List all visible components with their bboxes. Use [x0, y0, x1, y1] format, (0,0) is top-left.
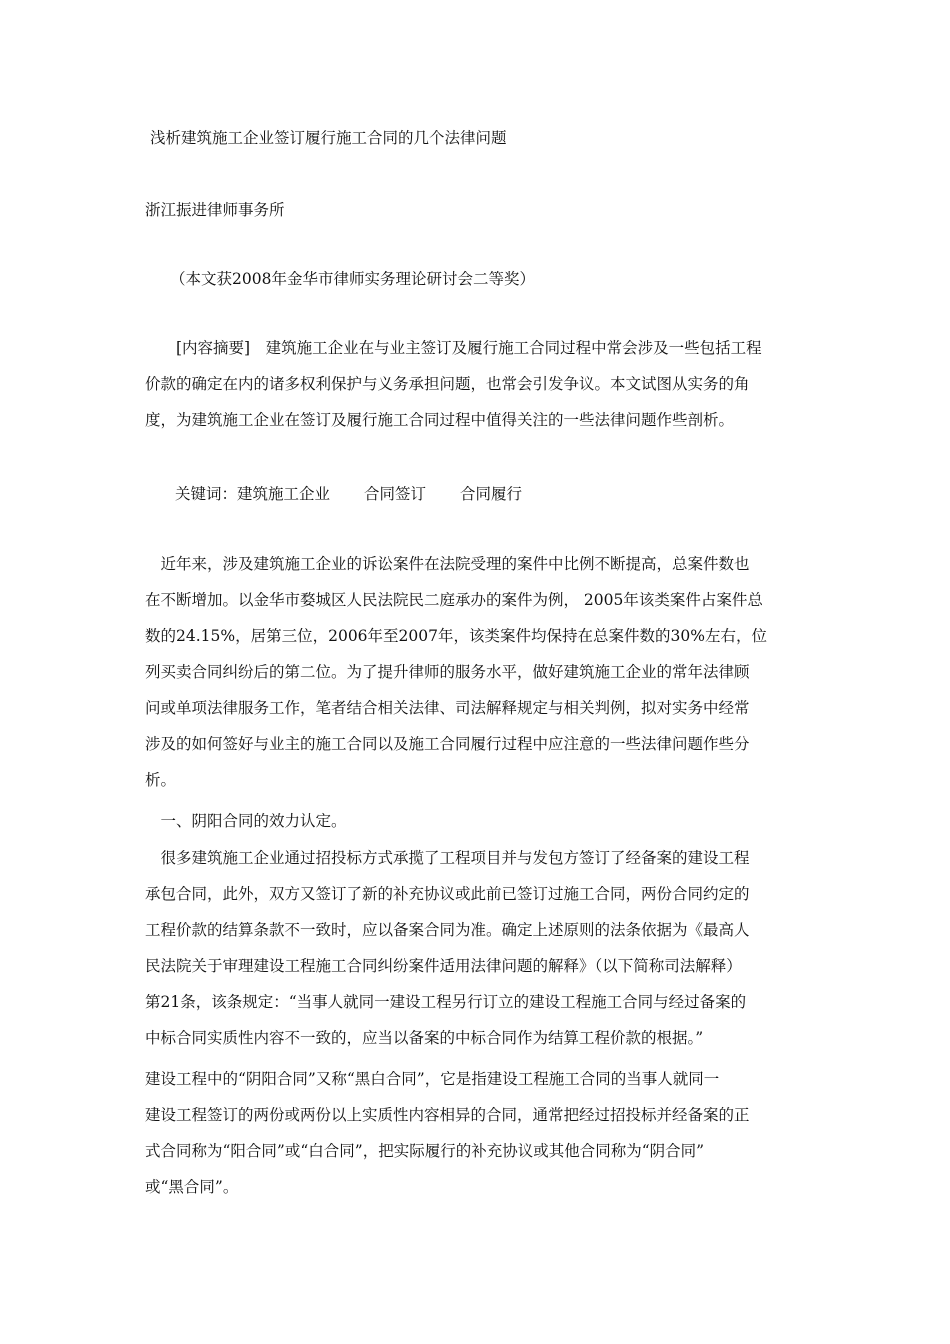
intro-line: 问或单项法律服务工作，笔者结合相关法律、司法解释规定与相关判例，拟对实务中经常	[145, 699, 750, 717]
section-heading: 一、阴阳合同的效力认定。	[145, 812, 347, 830]
award-note: （本文获2008年金华市律师实务理论研讨会二等奖）	[170, 270, 535, 288]
keyword: 合同履行	[460, 485, 523, 503]
intro-line: 近年来，涉及建筑施工企业的诉讼案件在法院受理的案件中比例不断提高，总案件数也	[145, 555, 750, 573]
section-line: 或“黑合同”。	[145, 1178, 239, 1196]
section-line: 式合同称为“阳合同”或“白合同”，把实际履行的补充协议或其他合同称为“阴合同”	[145, 1142, 705, 1160]
section-line: 很多建筑施工企业通过招投标方式承揽了工程项目并与发包方签订了经备案的建设工程	[145, 849, 750, 867]
intro-line: 数的24.15%，居第三位，2006年至2007年，该类案件均保持在总案件数的30%左右，位	[145, 627, 767, 645]
section-line: 第21条，该条规定：“当事人就同一建设工程另行订立的建设工程施工合同与经过备案的	[145, 993, 747, 1011]
law-firm-name: 浙江振进律师事务所	[145, 201, 285, 219]
intro-line: 涉及的如何签好与业主的施工合同以及施工合同履行过程中应注意的一些法律问题作些分	[145, 735, 750, 753]
abstract-line: 价款的确定在内的诸多权利保护与义务承担问题，也常会引发争议。本文试图从实务的角	[145, 375, 750, 393]
section-line: 承包合同，此外，双方又签订了新的补充协议或此前已签订过施工合同，两份合同约定的	[145, 885, 750, 903]
intro-line: 析。	[145, 771, 177, 789]
keyword: 建筑施工企业	[237, 485, 331, 503]
section-line: 民法院关于审理建设工程施工合同纠纷案件适用法律问题的解释》（以下简称司法解释）	[145, 957, 742, 975]
keywords-line	[175, 483, 845, 505]
intro-line: 在不断增加。以金华市婺城区人民法院民二庭承办的案件为例， 2005年该类案件占案件总	[145, 591, 763, 609]
keywords-label: 关键词：	[175, 485, 238, 503]
document-title: 浅析建筑施工企业签订履行施工合同的几个法律问题	[150, 129, 507, 147]
section-line: 工程价款的结算条款不一致时，应以备案合同为准。确定上述原则的法条依据为《最高人	[145, 921, 750, 939]
abstract-line: [内容摘要] 建筑施工企业在与业主签订及履行施工合同过程中常会涉及一些包括工程	[145, 339, 762, 357]
intro-line: 列买卖合同纠纷后的第二位。为了提升律师的服务水平，做好建筑施工企业的常年法律顾	[145, 663, 750, 681]
keyword: 合同签订	[364, 485, 427, 503]
abstract-line: 度，为建筑施工企业在签订及履行施工合同过程中值得关注的一些法律问题作些剖析。	[145, 411, 735, 429]
section-line: 建设工程签订的两份或两份以上实质性内容相异的合同，通常把经过招投标并经备案的正	[145, 1106, 750, 1124]
section-line: 建设工程中的“阴阳合同”又称“黑白合同”，它是指建设工程施工合同的当事人就同一	[145, 1070, 720, 1088]
section-line: 中标合同实质性内容不一致的，应当以备案的中标合同作为结算工程价款的根据。”	[145, 1029, 704, 1047]
